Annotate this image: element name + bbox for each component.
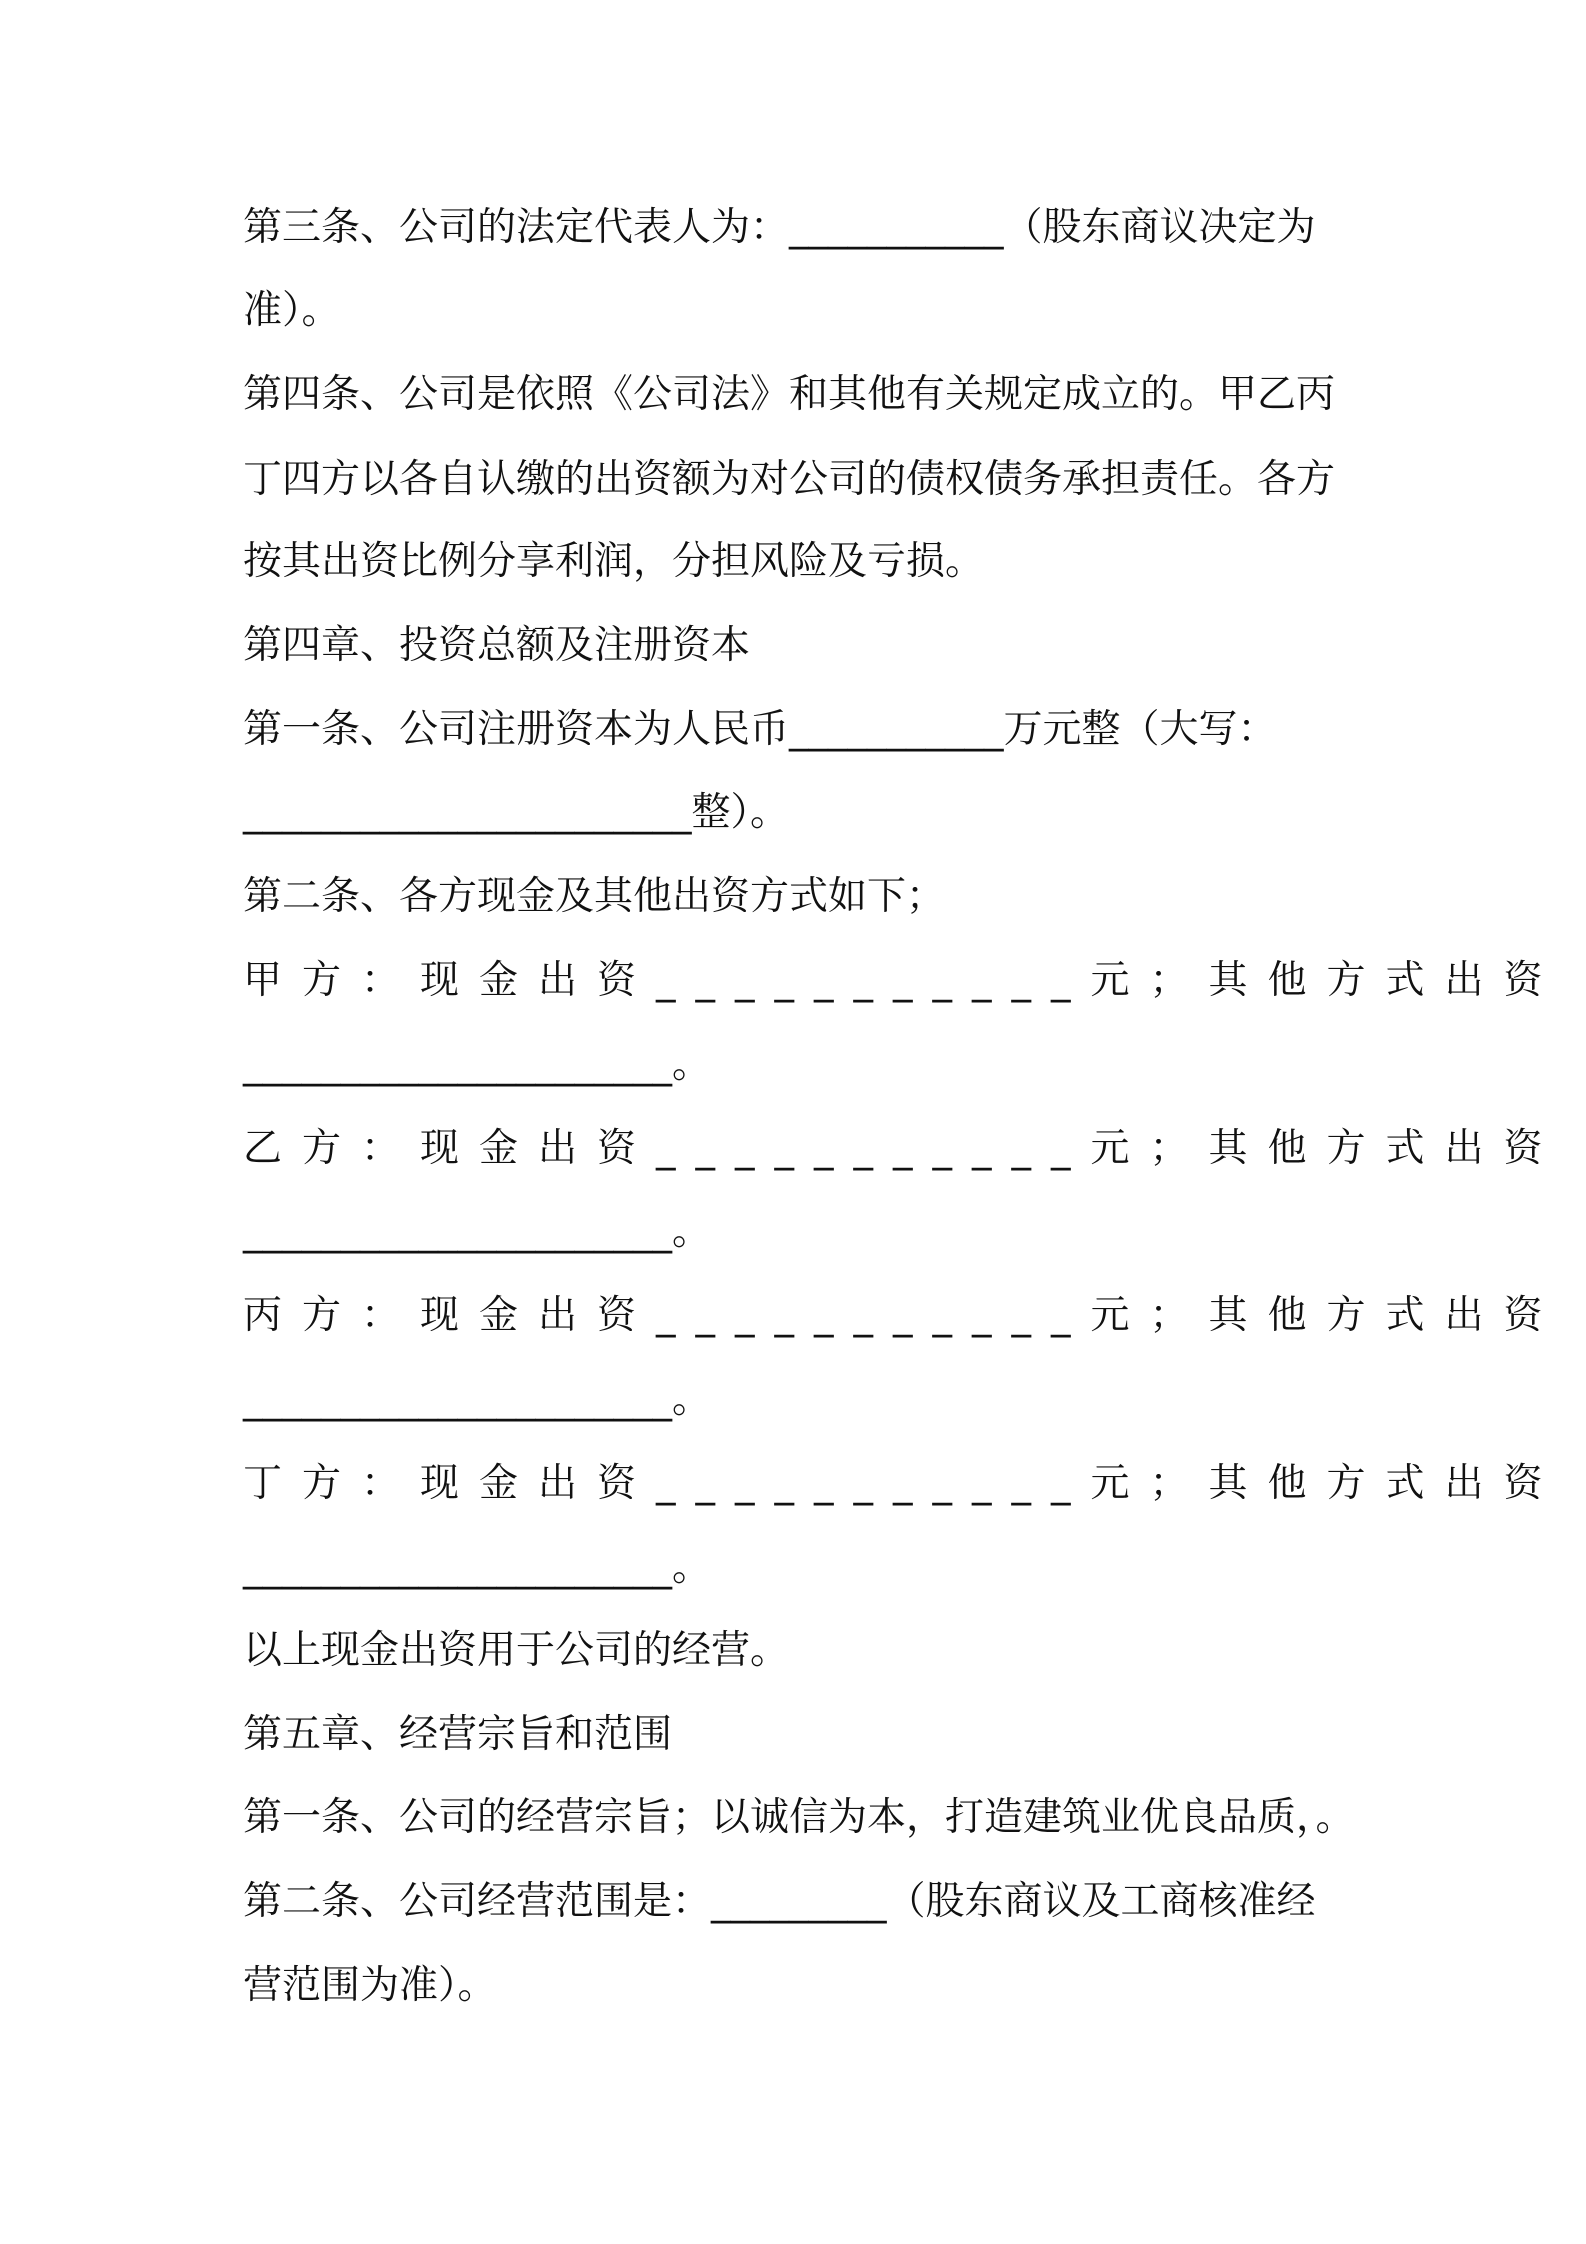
- chapter-4-article-1-continuation: _______________________整）。: [243, 790, 790, 835]
- cash-contribution-use: 以上现金出资用于公司的经营。: [243, 1628, 790, 1673]
- chapter-4-article-2: 第二条、各方现金及其他出资方式如下；: [243, 874, 946, 919]
- article-4-company-law: 第四条、公司是依照《公司法》和其他有关规定成立的。甲乙丙: [243, 372, 1336, 417]
- party-d-contribution: 丁方：现金出资___________元；其他方式出资: [243, 1461, 1563, 1506]
- party-b-other-contribution: ______________________。: [243, 1209, 712, 1254]
- chapter-5-heading: 第五章、经营宗旨和范围: [243, 1712, 673, 1757]
- chapter-5-article-1: 第一条、公司的经营宗旨；以诚信为本，打造建筑业优良品质，。: [243, 1795, 1355, 1840]
- article-3-legal-representative: 第三条、公司的法定代表人为：___________（股东商议决定为: [243, 205, 1316, 250]
- party-a-contribution: 甲方：现金出资___________元；其他方式出资: [243, 958, 1563, 1003]
- party-c-other-contribution: ______________________。: [243, 1377, 712, 1422]
- article-4-continuation-1: 丁四方以各自认缴的出资额为对公司的债权债务承担责任。各方: [243, 457, 1336, 502]
- party-d-other-contribution: ______________________。: [243, 1545, 712, 1590]
- article-4-continuation-2: 按其出资比例分享利润，分担风险及亏损。: [243, 539, 985, 584]
- chapter-4-heading: 第四章、投资总额及注册资本: [243, 623, 751, 668]
- article-3-continuation: 准）。: [243, 288, 341, 333]
- chapter-4-article-1: 第一条、公司注册资本为人民币___________万元整（大写：: [243, 707, 1277, 752]
- chapter-5-article-2: 第二条、公司经营范围是：_________（股东商议及工商核准经: [243, 1879, 1316, 1924]
- party-c-contribution: 丙方：现金出资___________元；其他方式出资: [243, 1293, 1563, 1338]
- chapter-5-article-2-continuation: 营范围为准）。: [243, 1963, 497, 2008]
- party-b-contribution: 乙方：现金出资___________元；其他方式出资: [243, 1126, 1563, 1171]
- party-a-other-contribution: ______________________。: [243, 1042, 712, 1087]
